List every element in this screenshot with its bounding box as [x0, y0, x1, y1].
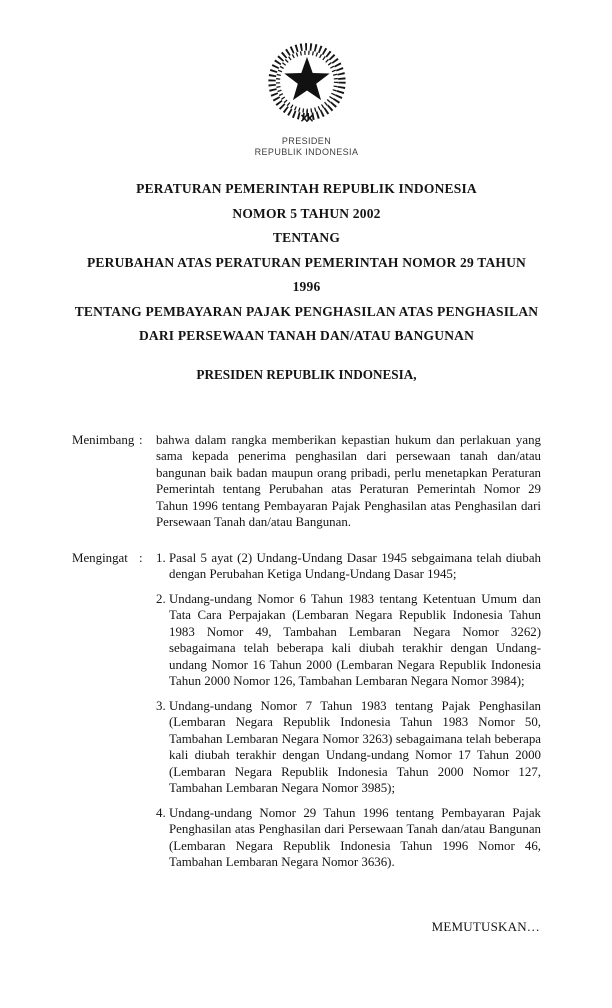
- list-item: [156, 698, 541, 797]
- list-item-text: Undang-undang Nomor 7 Tahun 1983 tentang Pajak Penghasilan (Lembaran Negara Republik Indonesia Tahun 1983 Nomor 50, Tambahan Lembaran Negara Nomor 3263) sebagaimana telah beberapa kali diubah terakhir dengan Undang-undang Nomor 17 Tahun 2000 (Lembaran Negara Republik Indonesia Tahun 2000 Nomor 127, Tambahan Lembaran Negara Nomor 3985);: [169, 698, 541, 795]
- mengingat-label: Mengingat: [72, 550, 128, 565]
- menimbang-text: bahwa dalam rangka memberikan kepastian hukum dan perlakuan yang sama kepada penerima penghasilan dari persewaan tanah dan/atau bangunan baik badan maupun orang pribadi, perlu menetapkan Peraturan Pemerintah tentang Perubahan atas Peraturan Pemerintah Nomor 29 Tahun 1996 tentang Pembayaran Pajak Penghasilan atas Penghasilan dari Persewaan Tanah dan/atau Bangunan.: [156, 432, 541, 529]
- list-item-number: 1.: [156, 550, 166, 565]
- list-item-number: 2.: [156, 591, 166, 606]
- menimbang-label: Menimbang: [72, 432, 135, 447]
- menimbang-colon: :: [139, 432, 143, 447]
- memutuskan-line: MEMUTUSKAN…: [431, 919, 540, 934]
- title-line-1: PERATURAN PEMERINTAH REPUBLIK INDONESIA: [136, 181, 477, 196]
- salutation: PRESIDEN REPUBLIK INDONESIA,: [196, 366, 417, 382]
- section-menimbang: [72, 432, 541, 531]
- list-item: [156, 591, 541, 690]
- presidential-emblem: [72, 42, 541, 158]
- mengingat-list: [156, 550, 541, 871]
- list-item: [156, 550, 541, 583]
- list-item-number: 4.: [156, 805, 166, 820]
- document-title: [72, 177, 541, 349]
- emblem-caption-line1: PRESIDEN: [281, 136, 332, 146]
- star-wreath-icon: [261, 42, 353, 127]
- title-line-2: NOMOR 5 TAHUN 2002: [232, 205, 381, 221]
- list-item-number: 3.: [156, 698, 166, 713]
- list-item-text: Pasal 5 ayat (2) Undang-Undang Dasar 1945 sebgaimana telah diubah dengan Perubahan Ketiga Undang-Undang Dasar 1945;: [169, 550, 541, 581]
- title-line-6: DARI PERSEWAAN TANAH DAN/ATAU BANGUNAN: [138, 328, 475, 343]
- emblem-caption-line2: REPUBLIK INDONESIA: [254, 147, 359, 157]
- list-item: [156, 805, 541, 871]
- list-item-text: Undang-undang Nomor 29 Tahun 1996 tentang Pembayaran Pajak Penghasilan atas Penghasilan dari Persewaan Tanah dan/atau Bangunan (Lembaran Negara Republik Indonesia Tahun 1996 Nomor 46, Tambahan Lembaran Negara Nomor 3636).: [169, 805, 541, 869]
- title-line-3: TENTANG: [272, 230, 341, 245]
- section-mengingat: [72, 550, 541, 871]
- title-line-4: PERUBAHAN ATAS PERATURAN PEMERINTAH NOMOR 29 TAHUN 1996: [86, 254, 526, 294]
- mengingat-colon: :: [139, 550, 143, 565]
- title-line-5: TENTANG PEMBAYARAN PAJAK PENGHASILAN ATAS PENGHASILAN: [74, 303, 539, 319]
- emblem-caption: [72, 136, 541, 158]
- list-item-text: Undang-undang Nomor 6 Tahun 1983 tentang Ketentuan Umum dan Tata Cara Perpajakan (Lembaran Negara Republik Indonesia Tahun 1983 Nomor 49, Tambahan Lembaran Negara Nomor 3262) sebagaimana telah beberapa kali diubah terakhir dengan Undang-undang Nomor 16 Tahun 2000 (Lembaran Negara Republik Indonesia Tahun 2000 Nomor 126, Tambahan Lembaran Negara Nomor 3984);: [169, 591, 541, 688]
